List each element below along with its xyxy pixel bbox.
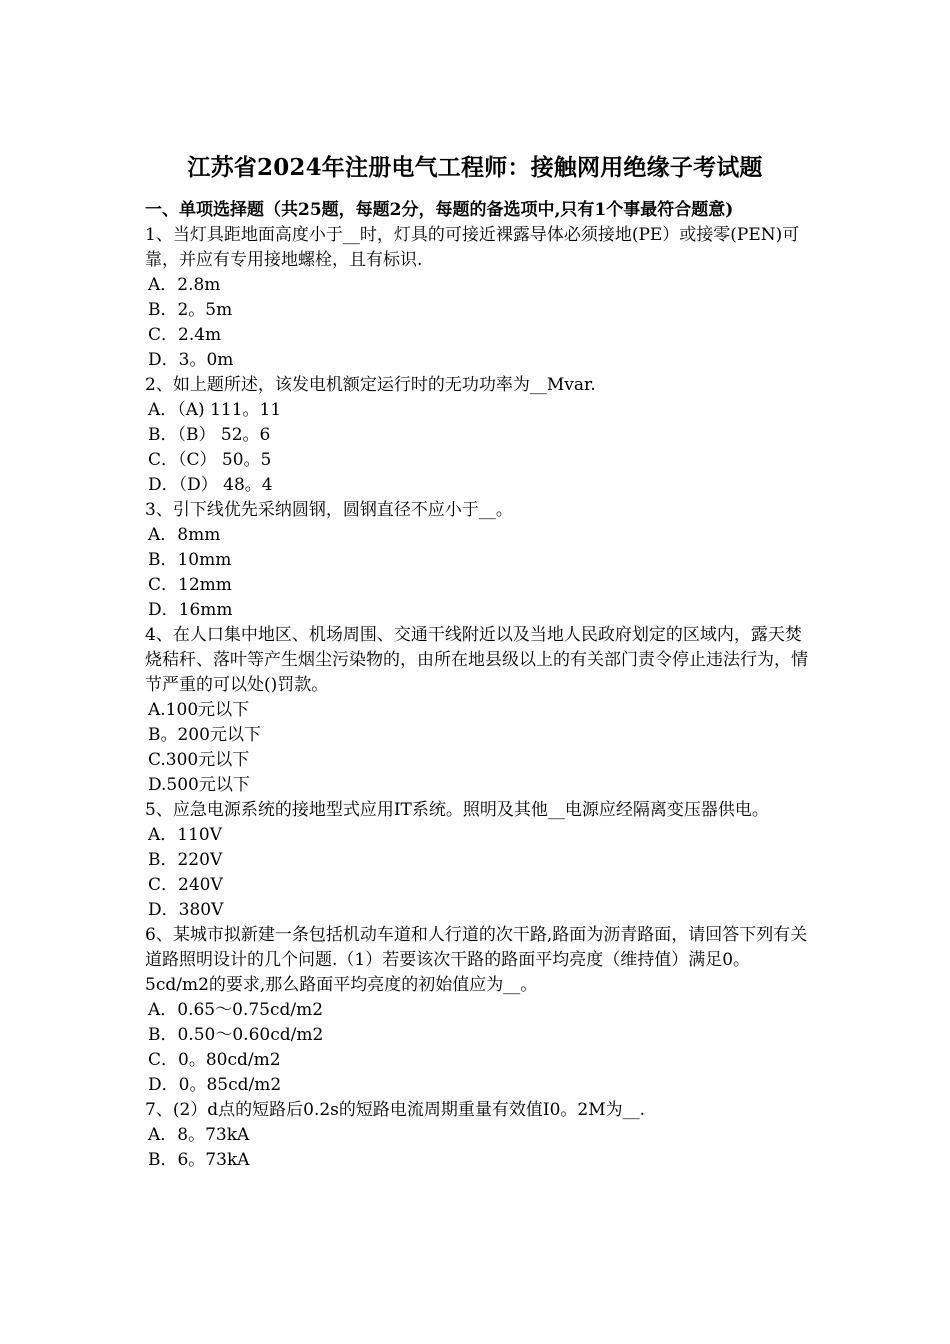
question-text: 7、(2）d点的短路后0.2s的短路电流周期重量有效值I0。2M为__.	[145, 1100, 646, 1120]
question-text: 4、在人口集中地区、机场周围、交通干线附近以及当地人民政府划定的区域内，露天焚烧秸秆、落叶等产生烟尘污染物的，由所在地县级以上的有关部门责令停止违法行为，情节严重的可以处()罚款。	[145, 625, 808, 695]
option-c: C．12mm	[148, 575, 232, 595]
option-b: B．6。73kA	[148, 1150, 250, 1170]
option-d: D.500元以下	[148, 775, 250, 795]
option-d: D．380V	[148, 900, 224, 920]
option-c: C．0。80cd/m2	[148, 1050, 281, 1070]
question-text: 3、引下线优先采纳圆钢，圆钢直径不应小于__。	[145, 500, 513, 520]
section-heading: 一、单项选择题（共25题，每题2分，每题的备选项中,只有1个事最符合题意)	[145, 200, 734, 220]
question-7	[145, 1098, 813, 1173]
question-text: 2、如上题所述，该发电机额定运行时的无功功率为__Mvar.	[145, 375, 596, 395]
option-d: D．16mm	[148, 600, 233, 620]
option-c: C．240V	[148, 875, 223, 895]
question-4	[145, 623, 813, 798]
option-b: B．2。5m	[148, 300, 233, 320]
option-a: A．8。73kA	[148, 1125, 250, 1145]
option-a: A．110V	[148, 825, 223, 845]
document-title: 江苏省2024年注册电气工程师：接触网用绝缘子考试题	[187, 154, 763, 181]
option-c: C．2.4m	[148, 325, 222, 345]
option-b: B．（B） 52。6	[148, 425, 271, 445]
option-d: D．0。85cd/m2	[148, 1075, 282, 1095]
option-a: A.100元以下	[148, 700, 250, 720]
option-b: B．0.50～0.60cd/m2	[148, 1025, 324, 1045]
question-2	[145, 373, 813, 498]
question-text: 5、应急电源系统的接地型式应用IT系统。照明及其他__电源应经隔离变压器供电。	[145, 800, 769, 820]
question-text: 1、当灯具距地面高度小于__时，灯具的可接近裸露导体必须接地(PE）或接零(PEN)可靠，并应有专用接地螺栓，且有标识.	[145, 225, 800, 270]
option-d: D．3。0m	[148, 350, 234, 370]
question-text: 6、某城市拟新建一条包括机动车道和人行道的次干路,路面为沥青路面，请回答下列有关道路照明设计的几个问题.（1）若要该次干路的路面平均亮度（维持值）满足0。5cd/m2的要求,那么路面平均亮度的初始值应为__。	[145, 925, 808, 995]
option-a: A．8mm	[148, 525, 221, 545]
question-1	[145, 223, 813, 373]
option-c: C.300元以下	[148, 750, 250, 770]
option-c: C．（C） 50。5	[148, 450, 272, 470]
option-a: A．2.8m	[148, 275, 221, 295]
option-b: B．220V	[148, 850, 223, 870]
option-b: B．10mm	[148, 550, 232, 570]
question-5	[145, 798, 813, 923]
option-a: A．（A) 111。11	[148, 400, 282, 420]
document-body	[145, 198, 813, 1173]
question-3	[145, 498, 813, 623]
option-a: A．0.65～0.75cd/m2	[148, 1000, 324, 1020]
option-d: D．（D） 48。4	[148, 475, 273, 495]
option-b: B。200元以下	[148, 725, 261, 745]
question-6	[145, 923, 813, 1098]
